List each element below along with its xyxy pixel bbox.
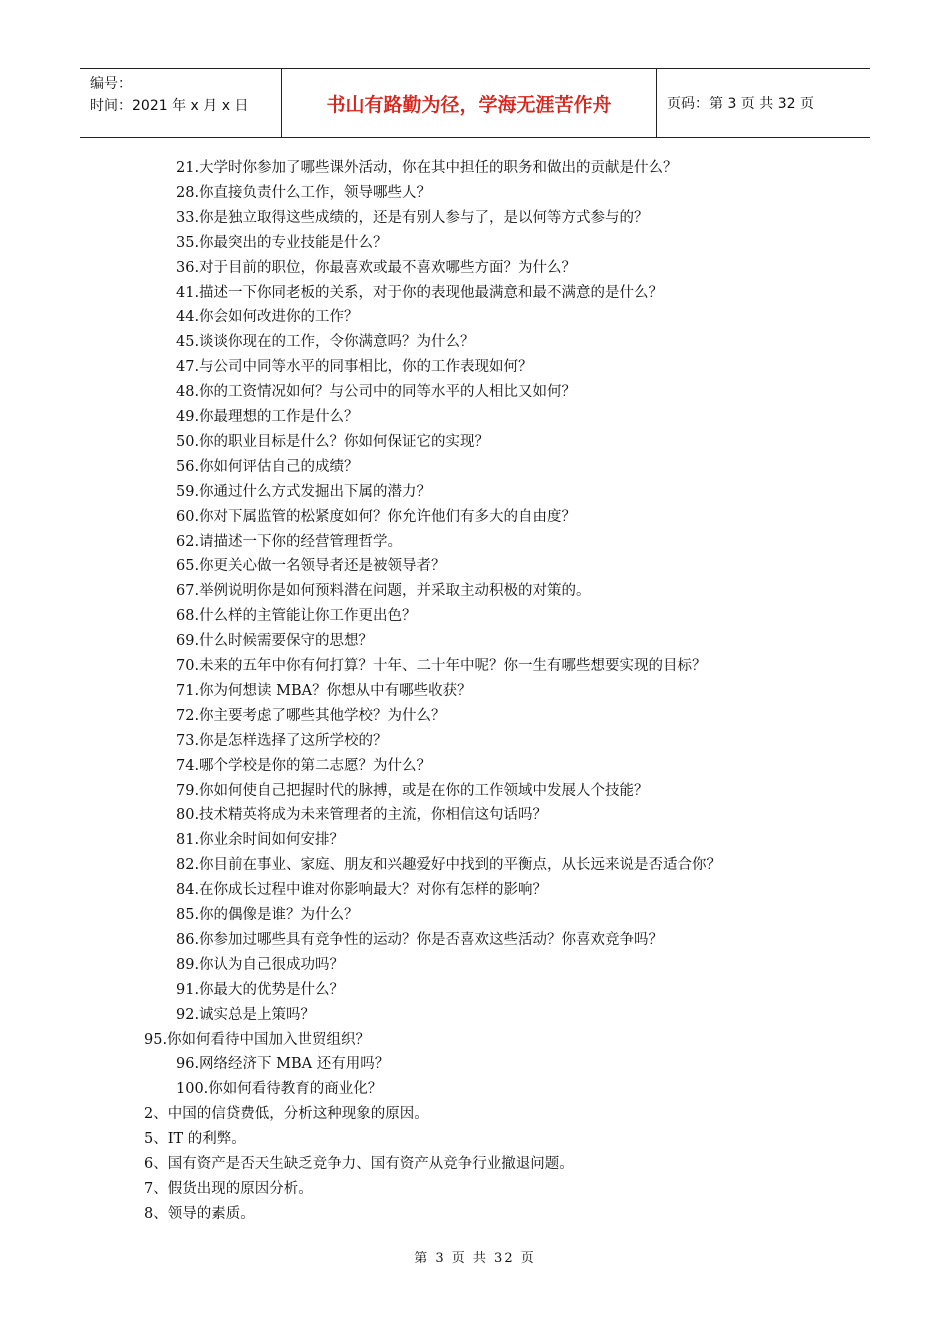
list-item: 82.你目前在事业、家庭、朋友和兴趣爱好中找到的平衡点，从长远来说是否适合你？ <box>176 857 722 874</box>
list-item: 50.你的职业目标是什么？你如何保证它的实现？ <box>176 433 490 450</box>
list-item: 28.你直接负责什么工作，领导哪些人？ <box>176 184 432 201</box>
list-item: 67.举例说明你是如何预料潜在问题，并采取主动积极的对策的。 <box>176 583 591 600</box>
list-item: 86.你参加过哪些具有竞争性的运动？你是否喜欢这些活动？你喜欢竞争吗？ <box>176 931 664 948</box>
list-item: 62.请描述一下你的经营管理哲学。 <box>176 533 403 550</box>
list-item: 21.大学时你参加了哪些课外活动，你在其中担任的职务和做出的贡献是什么？ <box>176 160 678 176</box>
list-item: 49.你最理想的工作是什么？ <box>176 409 359 425</box>
list-item: 6、国有资产是否天生缺乏竞争力、国有资产从竞争行业撤退问题。 <box>144 1156 574 1172</box>
header-meta <box>80 69 282 137</box>
list-item: 91.你最大的优势是什么？ <box>176 981 345 998</box>
list-item: 48.你的工资情况如何？与公司中的同等水平的人相比又如何？ <box>176 384 577 401</box>
list-item: 7、假货出现的原因分析。 <box>144 1180 313 1197</box>
list-item: 85.你的偶像是谁？为什么？ <box>176 907 359 923</box>
list-item: 68.什么样的主管能让你工作更出色？ <box>176 608 417 625</box>
list-item: 8、领导的素质。 <box>144 1205 255 1222</box>
list-item: 84.在你成长过程中谁对你影响最大？对你有怎样的影响？ <box>176 882 548 899</box>
list-item: 70.未来的五年中你有何打算？十年、二十年中呢？你一生有哪些想要实现的目标？ <box>176 658 707 674</box>
list-item: 74.哪个学校是你的第二志愿？为什么？ <box>176 757 432 774</box>
list-item: 56.你如何评估自己的成绩？ <box>176 458 359 475</box>
list-item: 81.你业余时间如何安排？ <box>176 832 345 849</box>
list-item: 59.你通过什么方式发掘出下属的潜力？ <box>176 483 432 500</box>
list-item: 44.你会如何改进你的工作？ <box>176 309 359 326</box>
header-page-number: 页码：第 3 页 共 32 页 <box>667 96 814 112</box>
list-item: 96.网络经济下 MBA 还有用吗？ <box>176 1056 390 1073</box>
list-item: 95.你如何看待中国加入世贸组织？ <box>144 1031 371 1048</box>
list-item: 33.你是独立取得这些成绩的，还是有别人参与了，是以何等方式参与的？ <box>176 209 649 226</box>
list-item: 45.谈谈你现在的工作，令你满意吗？为什么？ <box>176 334 475 351</box>
list-item: 60.你对下属监管的松紧度如何？你允许他们有多大的自由度？ <box>176 508 577 525</box>
list-item: 79.你如何使自己把握时代的脉搏，或是在你的工作领域中发展人个技能？ <box>176 782 649 799</box>
list-item: 36.对于目前的职位，你最喜欢或最不喜欢哪些方面？为什么？ <box>176 259 577 276</box>
page-header <box>80 68 870 138</box>
list-item: 47.与公司中同等水平的同事相比，你的工作表现如何？ <box>176 359 533 376</box>
list-item: 35.你最突出的专业技能是什么？ <box>176 234 388 251</box>
document-date: 时间：2021 年 x 月 x 日 <box>90 98 249 114</box>
list-item: 5、IT 的利弊。 <box>144 1131 246 1148</box>
list-item: 71.你为何想读 MBA？你想从中有哪些收获？ <box>176 682 472 699</box>
header-motto: 书山有路勤为径，学海无涯苦作舟 <box>282 69 657 137</box>
list-item: 65.你更关心做一名领导者还是被领导者？ <box>176 558 446 575</box>
list-item: 72.你主要考虑了哪些其他学校？为什么？ <box>176 707 446 724</box>
list-item: 92.诚实总是上策吗？ <box>176 1006 316 1023</box>
list-item: 100.你如何看待教育的商业化？ <box>176 1081 383 1098</box>
page-footer: 第 3 页 共 32 页 <box>414 1251 536 1266</box>
list-item: 2、中国的信贷费低，分析这种现象的原因。 <box>144 1106 429 1123</box>
list-item: 80.技术精英将成为未来管理者的主流，你相信这句话吗？ <box>176 807 548 824</box>
document-number-label: 编号： <box>90 76 132 92</box>
list-item: 89.你认为自己很成功吗？ <box>176 956 345 973</box>
list-item: 73.你是怎样选择了这所学校的？ <box>176 732 388 749</box>
list-item: 69.什么时候需要保守的思想？ <box>176 633 374 650</box>
list-item: 41.描述一下你同老板的关系，对于你的表现他最满意和最不满意的是什么？ <box>176 284 664 301</box>
